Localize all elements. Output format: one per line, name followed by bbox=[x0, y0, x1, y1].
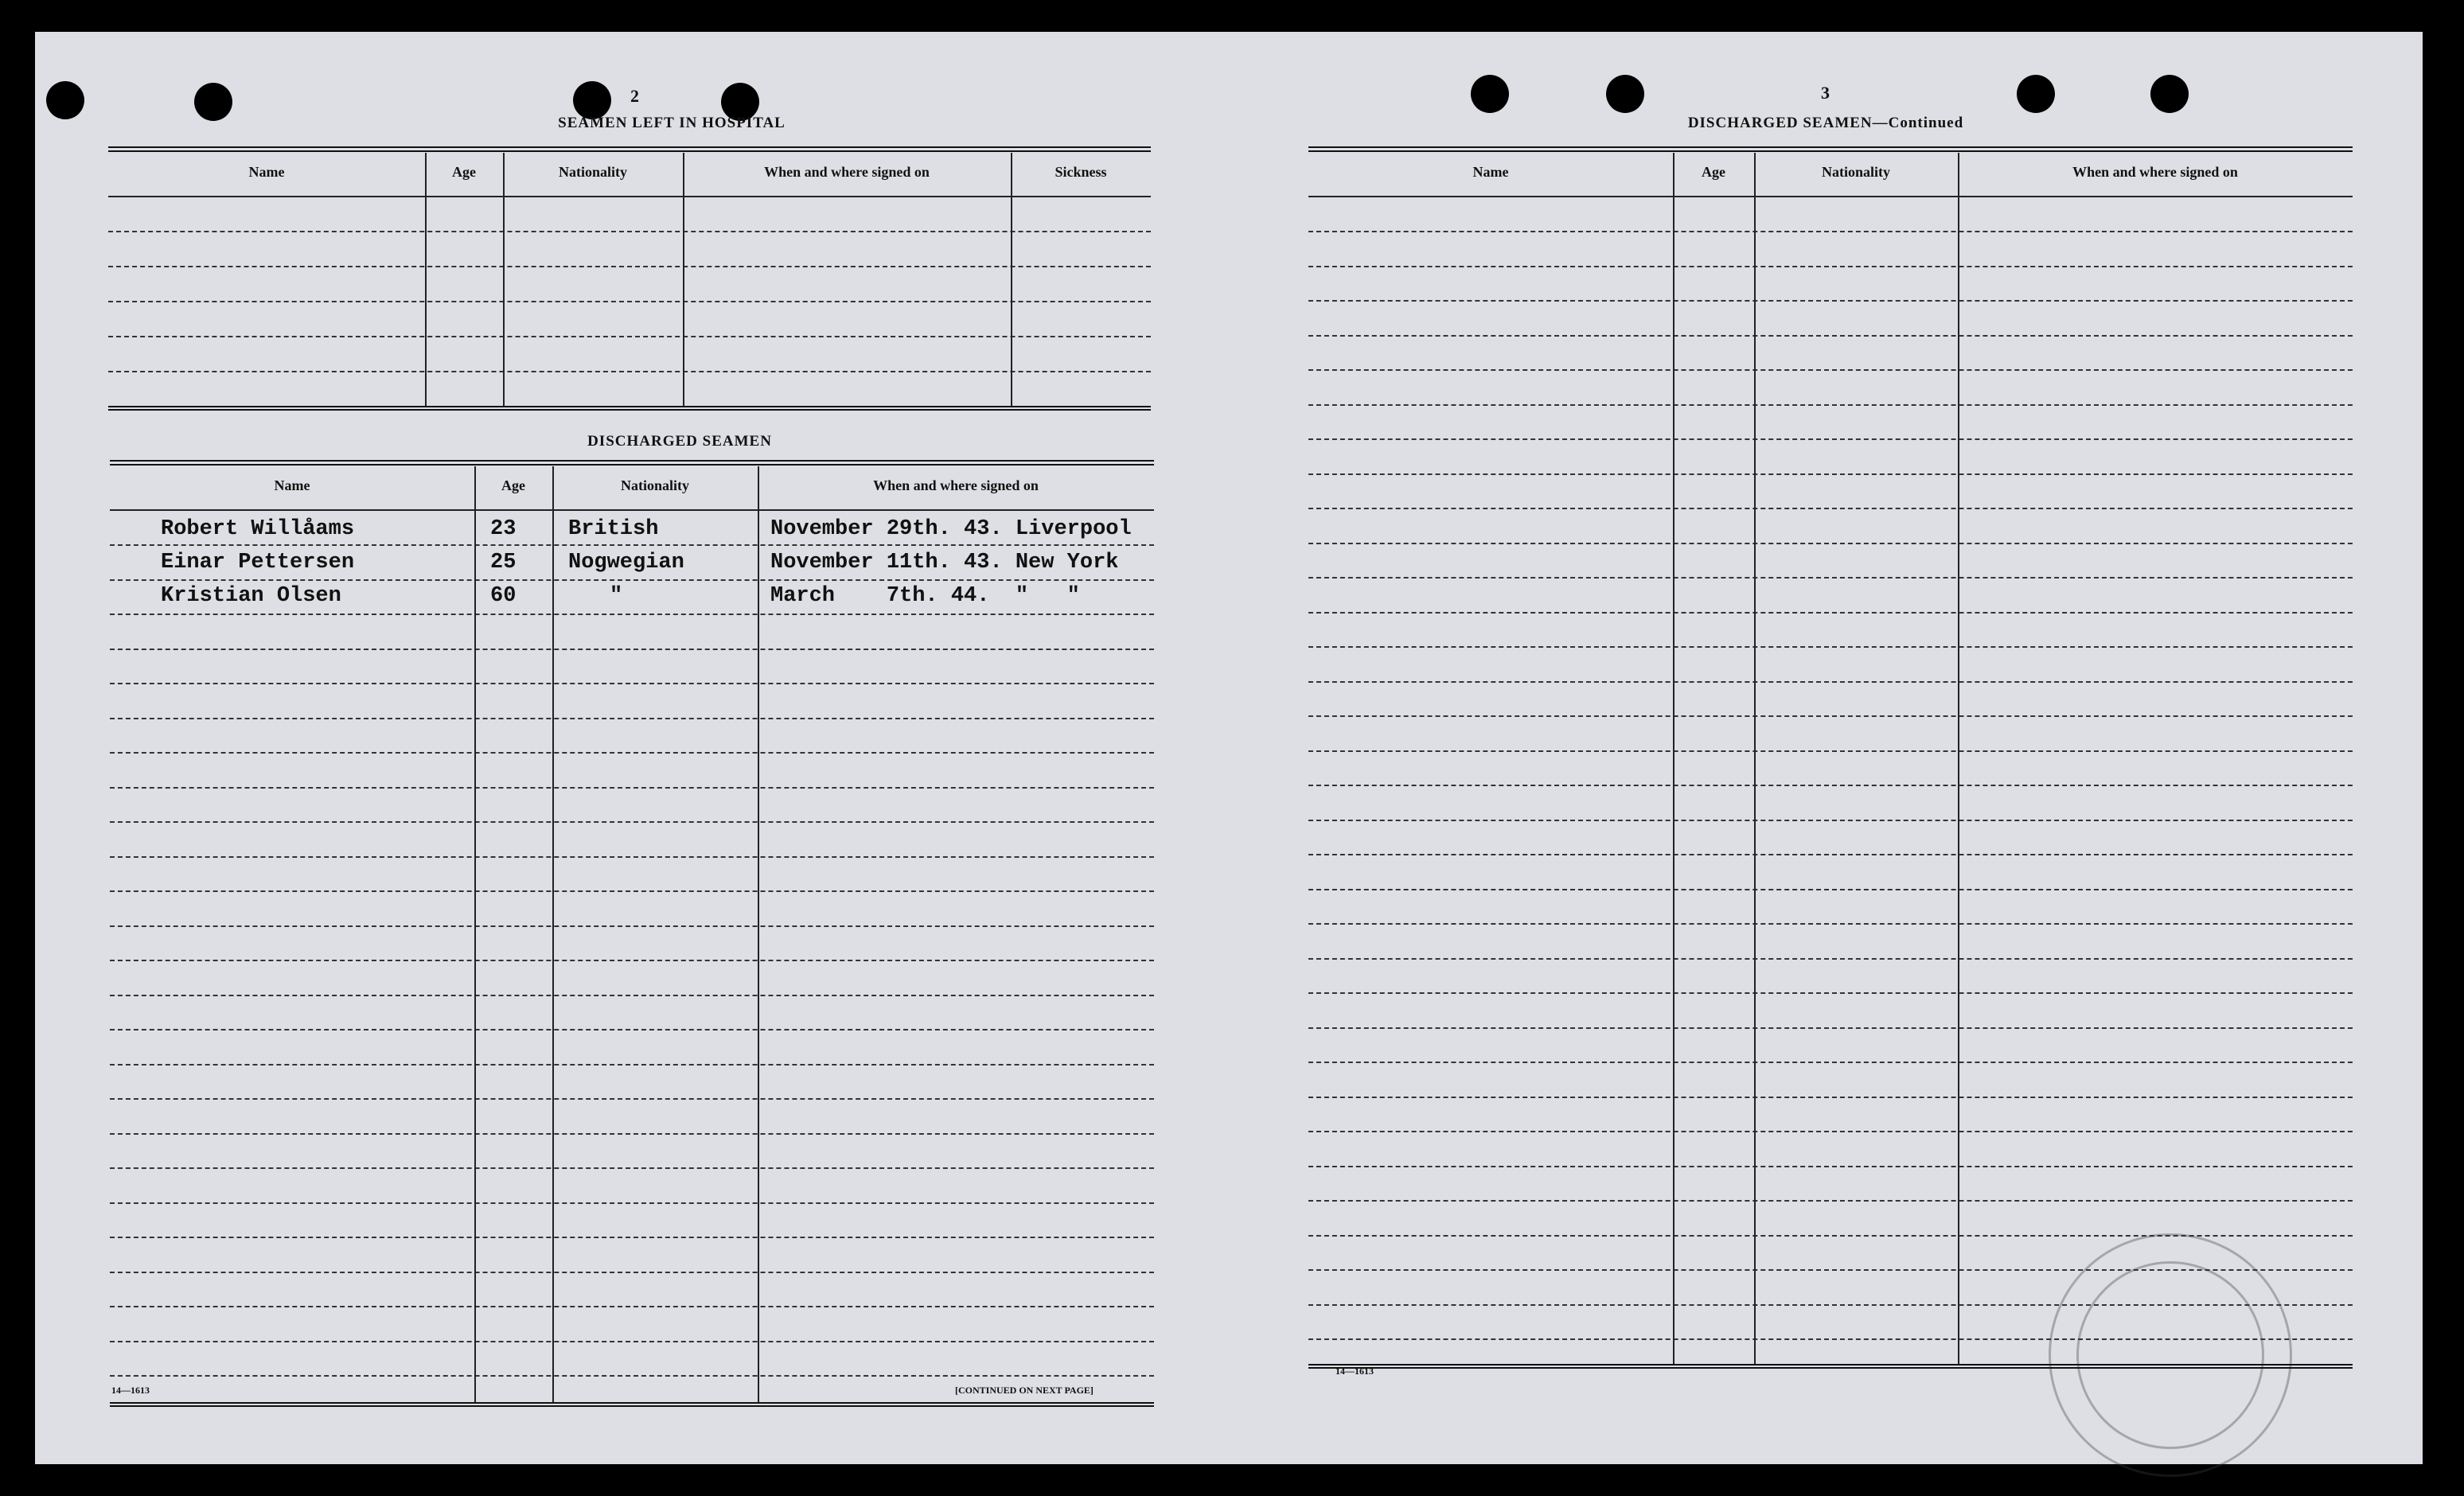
ruling-line bbox=[110, 995, 1154, 996]
ruling-line bbox=[1308, 543, 2353, 544]
column-header-nationality: Nationality bbox=[1821, 164, 1890, 180]
ruling-line bbox=[1308, 231, 2353, 232]
ruling-line bbox=[1308, 266, 2353, 267]
ruling-line bbox=[1308, 1166, 2353, 1167]
ruling-line bbox=[1308, 438, 2353, 440]
ruling-line bbox=[1308, 1338, 2353, 1340]
punch-hole bbox=[46, 81, 84, 119]
seaman-age: 60 bbox=[490, 584, 517, 608]
seaman-name: Kristian Olsen bbox=[161, 584, 341, 608]
column-header-nationality: Nationality bbox=[558, 164, 627, 180]
discharged-table bbox=[110, 460, 1154, 1407]
ruling-line bbox=[110, 925, 1154, 927]
seaman-signed-on: November 11th. 43. New York bbox=[770, 551, 1119, 575]
seaman-name: Robert Willåams bbox=[161, 517, 355, 541]
punch-hole bbox=[2017, 75, 2055, 113]
ruling-line bbox=[110, 614, 1154, 615]
ruling-line bbox=[110, 1133, 1154, 1135]
ruling-line bbox=[1308, 1235, 2353, 1237]
ruling-line bbox=[110, 1167, 1154, 1169]
seaman-age: 23 bbox=[490, 517, 517, 541]
column-header-age: Age bbox=[501, 477, 525, 493]
ruling-line bbox=[1308, 1097, 2353, 1098]
ruling-line bbox=[1308, 369, 2353, 371]
ruling-line bbox=[110, 1029, 1154, 1030]
ruling-line bbox=[110, 579, 1154, 581]
ruling-line bbox=[1308, 958, 2353, 960]
ruling-line bbox=[110, 1064, 1154, 1066]
ruling-line bbox=[110, 787, 1154, 789]
ruling-line bbox=[1308, 473, 2353, 475]
column-header-age: Age bbox=[452, 164, 476, 180]
punch-hole bbox=[1471, 75, 1509, 113]
ruling-line bbox=[1308, 404, 2353, 406]
ruling-line bbox=[110, 856, 1154, 858]
continued-note: [CONTINUED ON NEXT PAGE] bbox=[955, 1385, 1094, 1396]
ruling-line bbox=[110, 752, 1154, 754]
ruling-line bbox=[1308, 508, 2353, 509]
ruling-line bbox=[110, 1306, 1154, 1307]
ruling-line bbox=[1308, 335, 2353, 337]
seaman-signed-on: November 29th. 43. Liverpool bbox=[770, 517, 1132, 541]
column-header-sickness: Sickness bbox=[1055, 164, 1107, 180]
column-header-nationality: Nationality bbox=[620, 477, 689, 493]
ruling-line bbox=[1308, 681, 2353, 683]
ruling-line bbox=[1308, 1062, 2353, 1063]
column-header-signed-on: When and where signed on bbox=[873, 477, 1039, 493]
ruling-line bbox=[110, 1375, 1154, 1377]
ruling-line bbox=[110, 1272, 1154, 1273]
ruling-line bbox=[1308, 612, 2353, 614]
form-number: 14—1613 bbox=[1335, 1365, 1374, 1377]
ruling-line bbox=[1308, 1269, 2353, 1271]
discharged-continued-table bbox=[1308, 146, 2353, 1369]
punch-hole bbox=[2150, 75, 2189, 113]
ruling-line bbox=[1308, 300, 2353, 302]
ruling-line bbox=[1308, 715, 2353, 717]
ruling-line bbox=[1308, 992, 2353, 994]
column-header-name: Name bbox=[274, 477, 310, 493]
hospital-table bbox=[108, 146, 1151, 414]
ruling-line bbox=[110, 1202, 1154, 1204]
seaman-name: Einar Pettersen bbox=[161, 551, 355, 575]
column-header-name: Name bbox=[1472, 164, 1509, 180]
seaman-nationality: " bbox=[610, 584, 623, 608]
ruling-line bbox=[1308, 1200, 2353, 1202]
column-header-signed-on: When and where signed on bbox=[764, 164, 930, 180]
ruling-line bbox=[110, 683, 1154, 684]
ruling-line bbox=[1308, 750, 2353, 752]
seaman-nationality: British bbox=[568, 517, 659, 541]
column-header-signed-on: When and where signed on bbox=[2072, 164, 2238, 180]
discharged-continued-title: DISCHARGED SEAMEN—Continued bbox=[1687, 115, 1964, 131]
ruling-line bbox=[1308, 1304, 2353, 1306]
hospital-section-title: SEAMEN LEFT IN HOSPITAL bbox=[558, 115, 786, 131]
seaman-signed-on: March 7th. 44. " " bbox=[770, 584, 1080, 608]
page-number: 2 bbox=[630, 86, 639, 106]
punch-hole bbox=[573, 81, 611, 119]
ruling-line bbox=[1308, 1027, 2353, 1029]
ruling-line bbox=[110, 960, 1154, 961]
discharged-section-title: DISCHARGED SEAMEN bbox=[587, 433, 772, 450]
ruling-line bbox=[1308, 577, 2353, 579]
ruling-line bbox=[110, 1341, 1154, 1342]
punch-hole bbox=[194, 83, 232, 121]
ruling-line bbox=[1308, 785, 2353, 786]
ruling-line bbox=[110, 718, 1154, 719]
ruling-line bbox=[110, 1098, 1154, 1100]
seaman-nationality: Nogwegian bbox=[568, 551, 684, 575]
ruling-line bbox=[1308, 1131, 2353, 1132]
punch-hole bbox=[1606, 75, 1644, 113]
ruling-line bbox=[110, 1237, 1154, 1238]
ruling-line bbox=[1308, 889, 2353, 890]
ruling-line bbox=[1308, 646, 2353, 648]
form-number: 14—1613 bbox=[111, 1385, 150, 1396]
seaman-age: 25 bbox=[490, 551, 517, 575]
ruling-line bbox=[110, 890, 1154, 892]
document-paper bbox=[35, 32, 2423, 1464]
ruling-line bbox=[110, 649, 1154, 650]
ruling-line bbox=[110, 544, 1154, 546]
column-header-name: Name bbox=[248, 164, 285, 180]
ruling-line bbox=[1308, 820, 2353, 821]
ruling-line bbox=[1308, 923, 2353, 925]
ruling-line bbox=[1308, 854, 2353, 855]
column-header-age: Age bbox=[1702, 164, 1725, 180]
ruling-line bbox=[110, 821, 1154, 823]
page-number: 3 bbox=[1821, 83, 1830, 103]
